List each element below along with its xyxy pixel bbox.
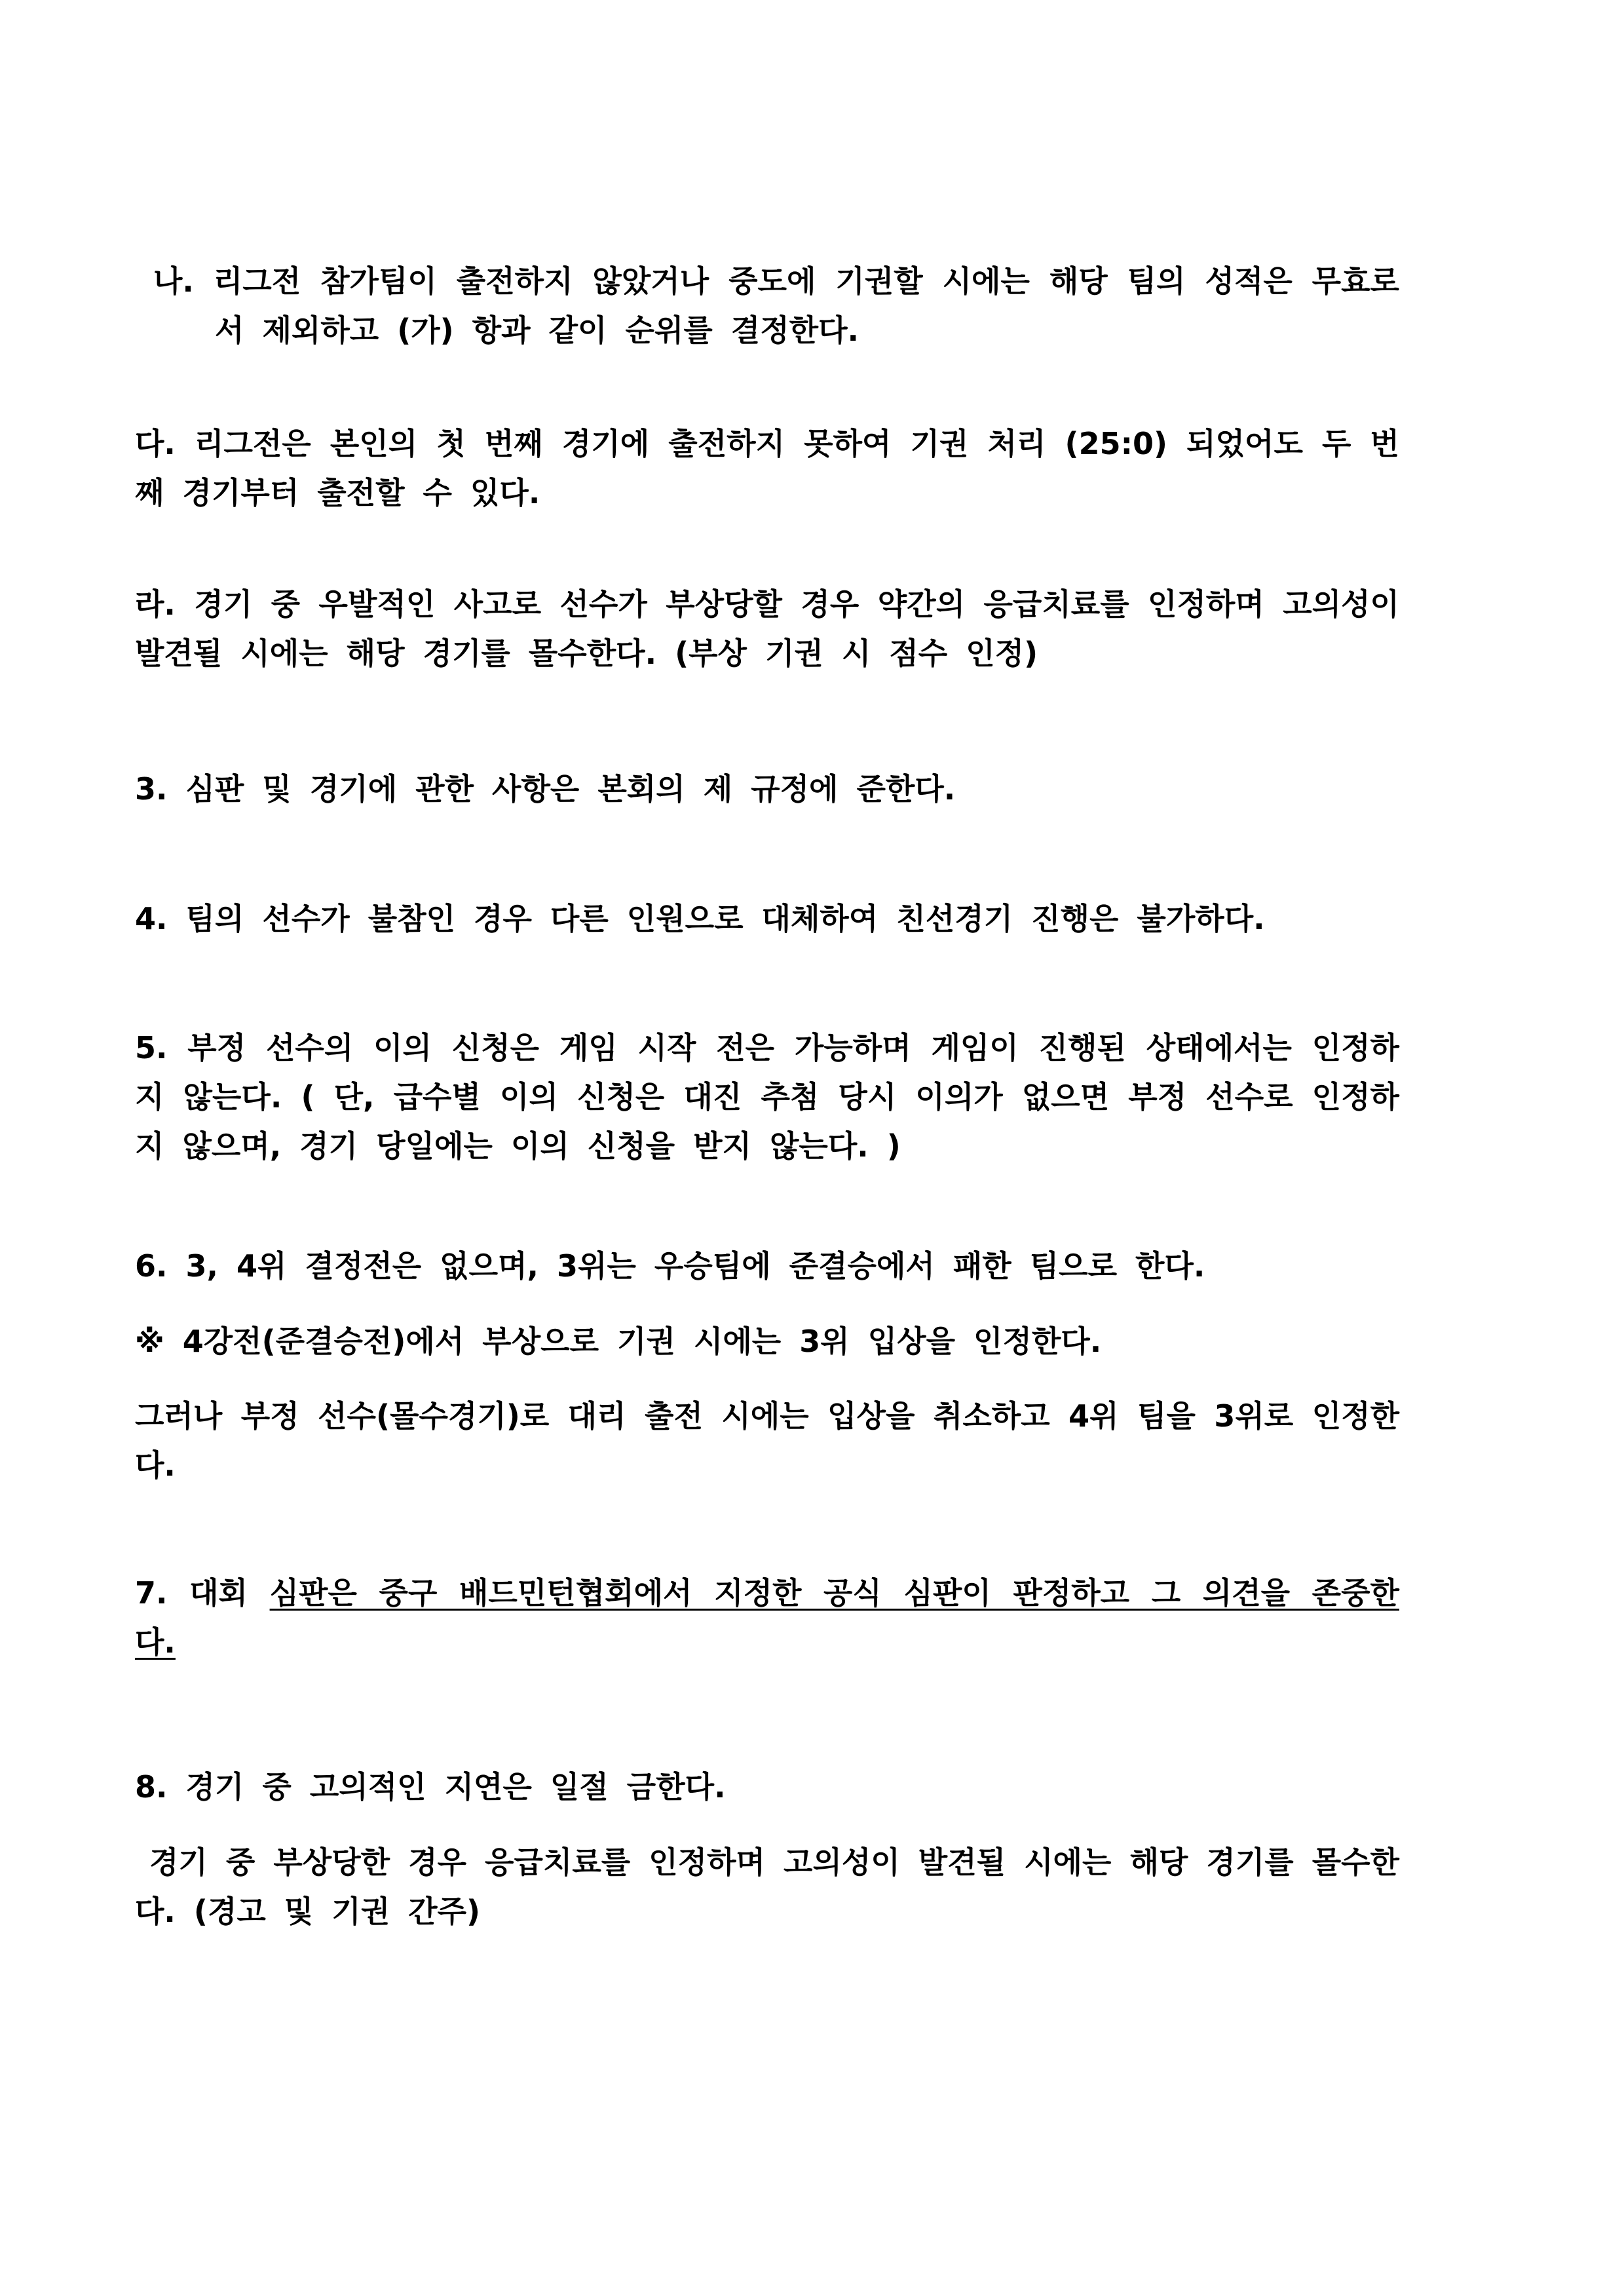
item-8-detail xyxy=(135,1838,1399,1936)
item-3: 3. 심판 및 경기에 관한 사항은 본회의 제 규정에 준한다. xyxy=(135,771,956,807)
item-8: 8. 경기 중 고의적인 지연은 일절 금한다. xyxy=(135,1769,726,1805)
item-6-note-2: 그러나 부정 선수(몰수경기)로 대리 출전 시에는 입상을 취소하고 4위 팀을 3위로 인정한다. xyxy=(135,1398,1399,1483)
item-4: 4. 팀의 선수가 불참인 경우 다른 인원으로 대체하여 친선경기 진행은 불가하다. xyxy=(135,901,1265,936)
item-6: 6. 3, 4위 결정전은 없으며, 3위는 우승팀에 준결승에서 패한 팀으로 한다. xyxy=(135,1248,1205,1284)
item-8-detail-text: 경기 중 부상당한 경우 응급치료를 인정하며 고의성이 발견될 시에는 해당 경기를 몰수한다. (경고 및 기권 간주) xyxy=(135,1845,1399,1929)
item-7-underlined-text: 심판은 중구 배드민턴협회에서 지정한 공식 심판이 판정하고 그 의견을 존중한다. xyxy=(135,1575,1399,1660)
item-6-note: ※ 4강전(준결승전)에서 부상으로 기권 시에는 3위 입상을 인정한다. xyxy=(135,1324,1102,1359)
paragraph-da: 다. 리그전은 본인의 첫 번째 경기에 출전하지 못하여 기권 처리 (25:0) 되었어도 두 번째 경기부터 출전할 수 있다. xyxy=(135,426,1399,510)
paragraph-na: 나. 리그전 참가팀이 출전하지 않았거나 중도에 기권할 시에는 해당 팀의 성적은 무효로서 제외하고 (가) 항과 같이 순위를 결정한다. xyxy=(153,263,1399,348)
item-7-prefix: 7. 대회 xyxy=(135,1575,270,1611)
item-7 xyxy=(135,1569,1399,1667)
paragraph-ra: 라. 경기 중 우발적인 사고로 선수가 부상당할 경우 약간의 응급치료를 인정하며 고의성이 발견될 시에는 해당 경기를 몰수한다. (부상 기권 시 점수 인정) xyxy=(135,586,1399,671)
item-5: 5. 부정 선수의 이의 신청은 게임 시작 전은 가능하며 게임이 진행된 상태에서는 인정하지 않는다. ( 단, 급수별 이의 신청은 대진 추첨 당시 이의가 없으면 부정 선수로 인정하지 않으며, 경기 당일에는 이의 신청을 받지 않는다. ) xyxy=(135,1030,1399,1164)
